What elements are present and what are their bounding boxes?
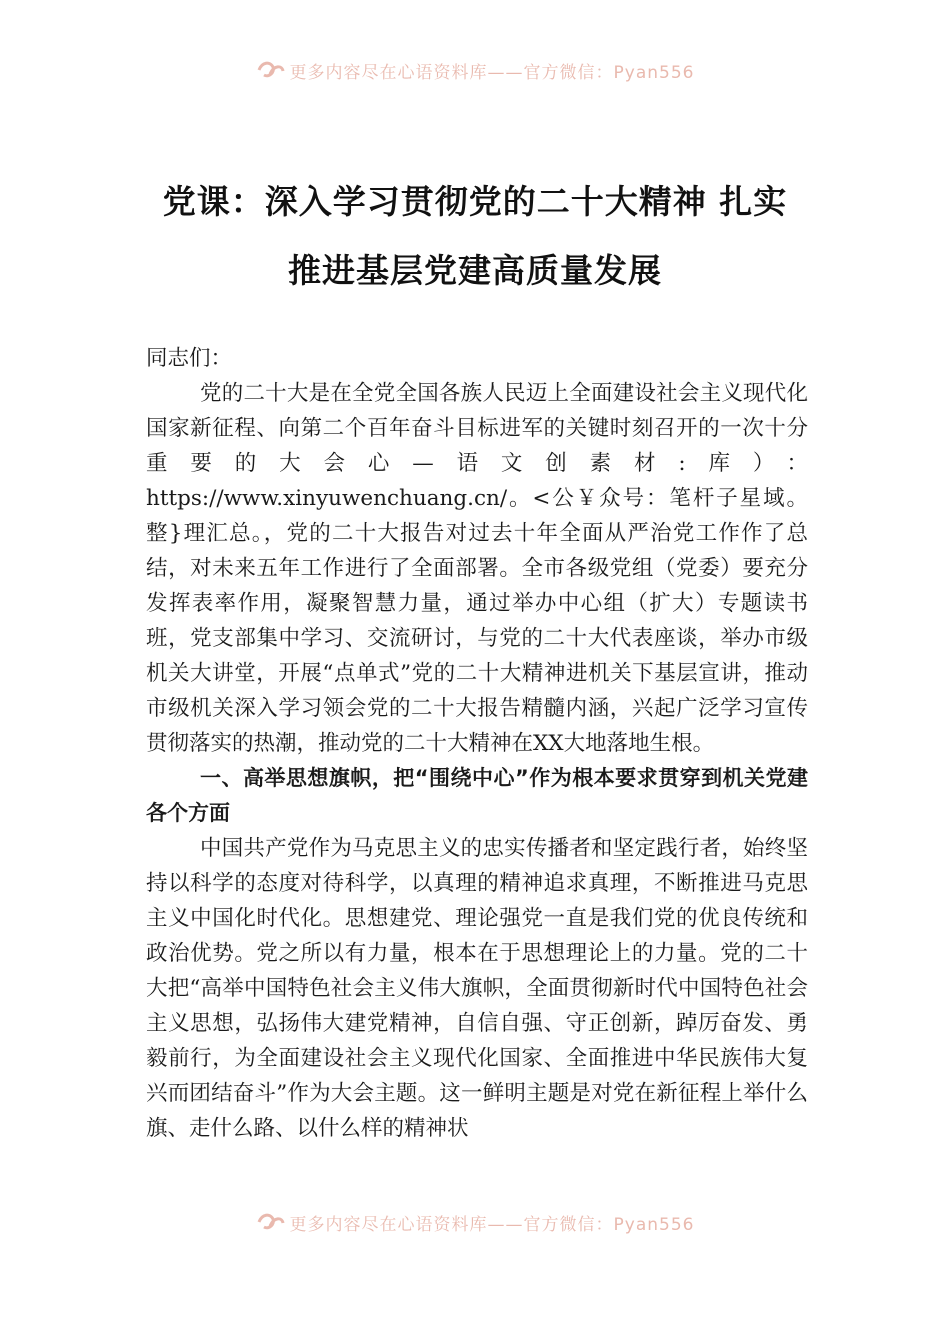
watermark-logo-icon <box>256 1211 286 1233</box>
watermark-text: 更多内容尽在心语资料库——官方微信：Pyan556 <box>289 62 695 83</box>
paragraph-intro: 党的二十大是在全党全国各族人民迈上全面建设社会主义现代化国家新征程、向第二个百年奋斗目标进军的关键时刻召开的一次十分重要的大会心—语文创素材:库）：https://www.xinyuwenchuang.cn/。<公￥众号：笔杆子星域。整}理汇总。，党的二十大报告对过去十年全面从严治党工作作了总结，对未来五年工作进行了全面部署。全市各级党组（党委）要充分发挥表率作用，凝聚智慧力量，通过举办中心组（扩大）专题读书班，党支部集中学习、交流研讨，与党的二十大代表座谈，举办市级机关大讲堂，开展“点单式”党的二十大精神进机关下基层宣讲，推动市级机关深入学习领会党的二十大报告精髓内涵，兴起广泛学习宣传贯彻落实的热潮，推动党的二十大精神在XX大地落地生根。 <box>146 381 808 756</box>
document-title-line-1: 党课：深入学习贯彻党的二十大精神 扎实 <box>162 182 788 221</box>
paragraph-section-1: 中国共产党作为马克思主义的忠实传播者和坚定践行者，始终坚持以科学的态度对待科学，以真理的精神追求真理，不断推进马克思主义中国化时代化。思想建党、理论强党一直是我们党的优良传统和政治优势。党之所以有力量，根本在于思想理论上的力量。党的二十大把“高举中国特色社会主义伟大旗帜，全面贯彻新时代中国特色社会主义思想，弘扬伟大建党精神，自信自强、守正创新，踔厉奋发、勇毅前行，为全面建设社会主义现代化国家、全面推进中华民族伟大复兴而团结奋斗”作为大会主题。这一鲜明主题是对党在新征程上举什么旗、走什么路、以什么样的精神状 <box>146 836 808 1141</box>
section-heading-1: 一、高举思想旗帜，把“围绕中心”作为根本要求贯穿到机关党建各个方面 <box>146 766 808 825</box>
watermark-text: 更多内容尽在心语资料库——官方微信：Pyan556 <box>289 1214 695 1235</box>
watermark-header <box>0 57 950 83</box>
salutation: 同志们： <box>146 346 233 371</box>
watermark-footer <box>0 1209 950 1235</box>
document-body <box>146 341 808 1146</box>
watermark-logo-icon <box>256 59 286 81</box>
document-title-line-2: 推进基层党建高质量发展 <box>288 251 662 290</box>
